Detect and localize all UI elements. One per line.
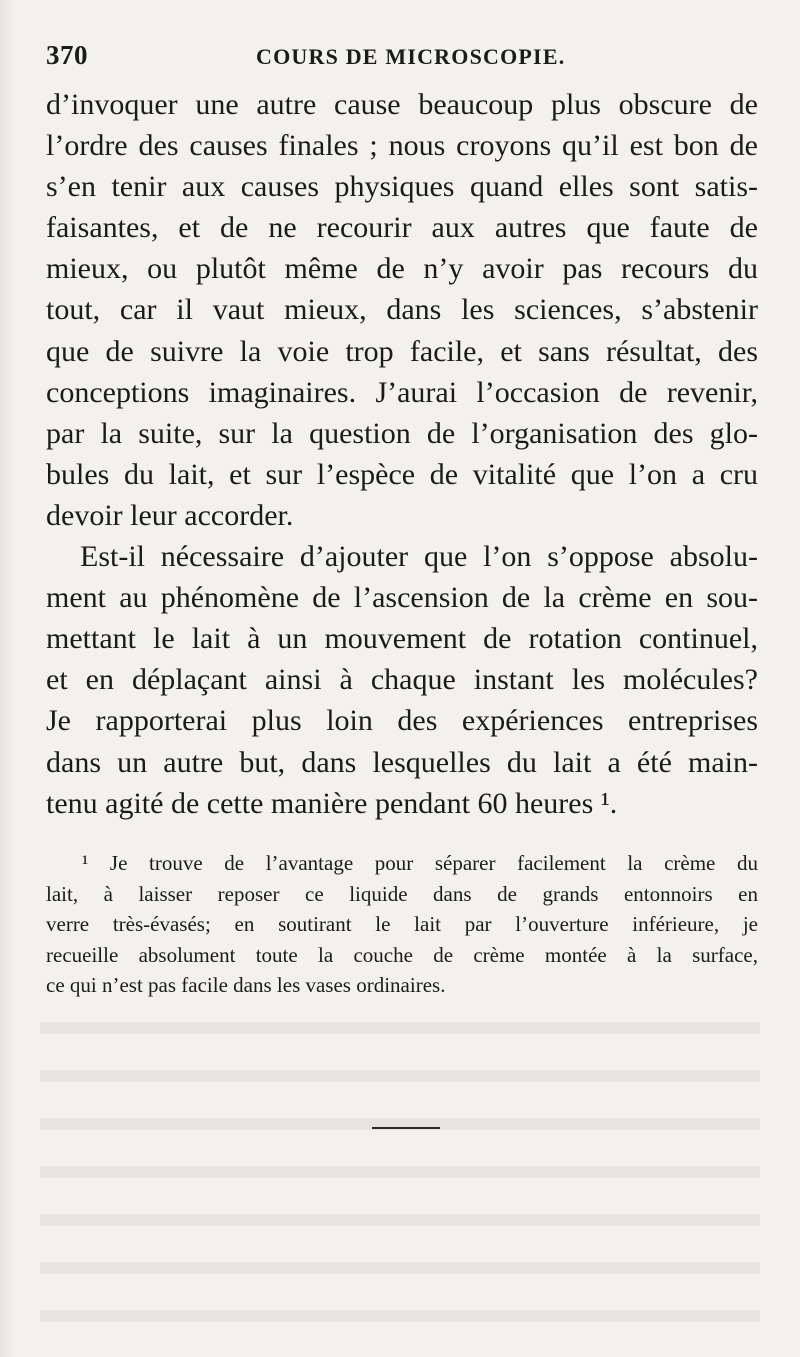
text-line: s’en tenir aux causes physiques quand elles sont satis- — [46, 170, 758, 204]
text-line: dans un autre but, dans lesquelles du lait a été main- — [46, 745, 758, 779]
paragraph-start-line: Est-il nécessaire d’ajouter que l’on s’oppose absolu- — [80, 540, 758, 574]
text-line: devoir leur accorder. — [46, 498, 294, 532]
text-line: mieux, ou plutôt même de n’y avoir pas recours du — [46, 252, 758, 286]
text-line: ment au phénomène de l’ascension de la crème en sou- — [46, 581, 758, 615]
footnote-line: verre très-évasés; en soutirant le lait par l’ouverture inférieure, je — [46, 912, 758, 936]
body-text — [46, 84, 758, 824]
footnote-line: ¹ Je trouve de l’avantage pour séparer facilement la crème du — [82, 851, 758, 875]
running-head — [46, 40, 756, 76]
footnote-line: lait, à laisser reposer ce liquide dans de grands entonnoirs en — [46, 881, 758, 906]
text-line: Je rapporterai plus loin des expériences entreprises — [46, 704, 758, 738]
text-line: par la suite, sur la question de l’organisation des glo- — [46, 416, 758, 450]
footnote-line: ce qui n’est pas facile dans les vases ordinaires. — [46, 973, 446, 997]
text-line: bules du lait, et sur l’espèce de vitalité que l’on a cru — [46, 457, 758, 491]
reverse-side-bleed-through — [40, 1000, 760, 1340]
section-end-rule — [372, 1127, 440, 1129]
text-line: que de suivre la voie trop facile, et sans résultat, des — [46, 334, 758, 368]
text-line: tenu agité de cette manière pendant 60 heures ¹. — [46, 786, 618, 820]
text-line: d’invoquer une autre cause beaucoup plus obscure de — [46, 88, 758, 121]
text-line: l’ordre des causes finales ; nous croyons qu’il est bon de — [46, 129, 758, 163]
footnote-line: recueille absolument toute la couche de crème montée à la surface, — [46, 942, 758, 967]
text-line: conceptions imaginaires. J’aurai l’occasion de revenir, — [46, 375, 758, 409]
text-line: et en déplaçant ainsi à chaque instant les molécules? — [46, 663, 758, 697]
page-number: 370 — [46, 40, 88, 70]
text-line: tout, car il vaut mieux, dans les sciences, s’abstenir — [46, 293, 758, 327]
text-line: faisantes, et de ne recourir aux autres que faute de — [46, 211, 758, 245]
text-line: mettant le lait à un mouvement de rotation continuel, — [46, 622, 758, 656]
footnote — [46, 848, 758, 1001]
running-title: COURS DE MICROSCOPIE. — [256, 44, 566, 69]
